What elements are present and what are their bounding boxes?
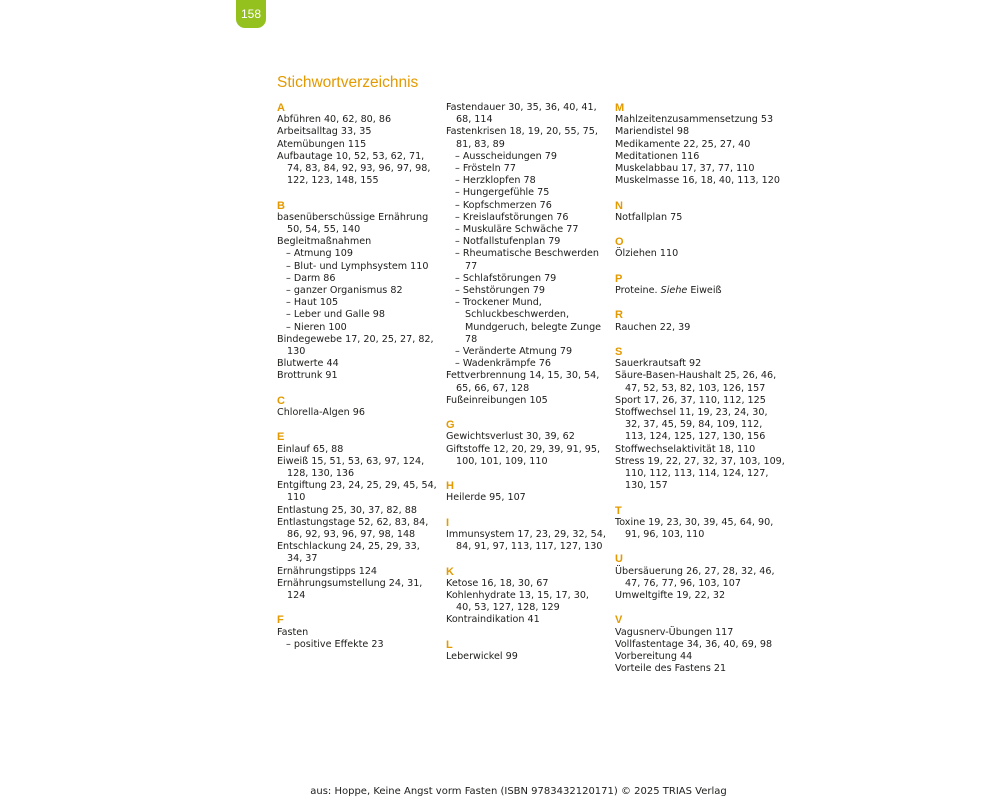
index-section-v bbox=[615, 614, 785, 675]
index-entry: Meditationen 116 bbox=[615, 150, 700, 162]
section-letter: L bbox=[446, 638, 453, 651]
index-section-s bbox=[615, 346, 785, 492]
index-entry: Ölziehen 110 bbox=[615, 248, 679, 260]
index-section-i bbox=[446, 517, 606, 554]
index-entry: Immunsystem 17, 23, 29, 32, 54, 84, 91, 97, 113, 117, 127, 130 bbox=[446, 529, 606, 553]
index-entry: Blutwerte 44 bbox=[277, 358, 339, 370]
index-entry: Stoffwechselaktivität 18, 110 bbox=[615, 443, 756, 455]
index-subentry: – Darm 86 bbox=[286, 272, 336, 284]
index-entry: Vagusnerv-Übungen 117 bbox=[615, 626, 734, 638]
index-entry: Vorbereitung 44 bbox=[615, 651, 693, 663]
index-subentry: – Hungergefühle 75 bbox=[455, 187, 550, 199]
index-column-1 bbox=[277, 102, 437, 651]
index-entry: Vorteile des Fastens 21 bbox=[615, 663, 727, 675]
index-entry: Ketose 16, 18, 30, 67 bbox=[446, 577, 549, 589]
index-entry: Fußeinreibungen 105 bbox=[446, 394, 548, 406]
index-section-a bbox=[277, 102, 437, 187]
index-subentry: – Haut 105 bbox=[286, 297, 339, 309]
index-entry: Atemübungen 115 bbox=[277, 138, 367, 150]
index-section-u bbox=[615, 553, 785, 602]
index-entry: Abführen 40, 62, 80, 86 bbox=[277, 114, 392, 126]
page-title: Stichwortverzeichnis bbox=[277, 74, 419, 91]
index-entry: Einlauf 65, 88 bbox=[277, 443, 344, 455]
index-section-n bbox=[615, 200, 785, 224]
index-entry: Entlastungstage 52, 62, 83, 84, 86, 92, 93, 96, 97, 98, 148 bbox=[277, 516, 429, 541]
index-entry: Medikamente 22, 25, 27, 40 bbox=[615, 138, 751, 150]
section-letter: N bbox=[615, 199, 623, 212]
index-subentry: – Herzklopfen 78 bbox=[455, 175, 536, 187]
section-letter: H bbox=[446, 480, 454, 493]
index-section-e bbox=[277, 431, 437, 602]
index-entry: Fettverbrennung 14, 15, 30, 54, 65, 66, 67, 128 bbox=[446, 370, 600, 394]
index-entry: Arbeitsalltag 33, 35 bbox=[277, 126, 372, 138]
index-entry: Fastendauer 30, 35, 36, 40, 41, 68, 114 bbox=[446, 102, 597, 126]
section-letter: G bbox=[446, 419, 455, 432]
section-letter: O bbox=[615, 236, 624, 249]
section-letter: M bbox=[615, 102, 625, 114]
index-subentry: – Veränderte Atmung 79 bbox=[455, 346, 573, 358]
index-section-continued bbox=[446, 102, 606, 407]
index-entry bbox=[615, 285, 785, 297]
entry-text: Proteine. bbox=[615, 285, 658, 296]
index-section-f bbox=[277, 614, 437, 651]
index-subentry: – Wadenkrämpfe 76 bbox=[455, 358, 552, 370]
index-subentry: – Rheumatische Beschwerden 77 bbox=[455, 248, 599, 272]
index-entry: Toxine 19, 23, 30, 39, 45, 64, 90, 91, 96, 103, 110 bbox=[615, 516, 774, 541]
index-entry: Begleitmaßnahmen bbox=[277, 236, 372, 248]
index-entry: Fasten bbox=[277, 626, 309, 638]
index-section-l bbox=[446, 639, 606, 663]
index-entry: Entlastung 25, 30, 37, 82, 88 bbox=[277, 504, 417, 516]
section-letter: I bbox=[446, 516, 450, 529]
index-subentry: – Trockener Mund, Schluckbeschwerden, Mundgeruch, belegte Zunge 78 bbox=[455, 297, 602, 345]
index-entry: Mahlzeitenzusammensetzung 53 bbox=[615, 114, 774, 126]
index-subentry: – Muskuläre Schwäche 77 bbox=[455, 224, 579, 236]
index-entry: Übersäuerung 26, 27, 28, 32, 46, 47, 76, 77, 96, 103, 107 bbox=[615, 565, 775, 589]
section-letter: C bbox=[277, 394, 285, 407]
index-section-k bbox=[446, 566, 606, 627]
index-section-t bbox=[615, 505, 785, 542]
index-subentry: – Atmung 109 bbox=[286, 248, 353, 260]
index-entry: Brottrunk 91 bbox=[277, 370, 338, 382]
index-section-b bbox=[277, 200, 437, 383]
index-section-o bbox=[615, 236, 785, 260]
section-letter: T bbox=[615, 504, 622, 517]
index-column-3 bbox=[615, 102, 785, 675]
index-entry: Leberwickel 99 bbox=[446, 651, 518, 663]
index-entry: Notfallplan 75 bbox=[615, 211, 683, 223]
index-section-r bbox=[615, 309, 785, 333]
index-subentry: – Notfallstufenplan 79 bbox=[455, 236, 561, 248]
index-entry: Sport 17, 26, 37, 110, 112, 125 bbox=[615, 394, 766, 406]
footer-source: aus: Hoppe, Keine Angst vorm Fasten (ISBN 9783432120171) © 2025 TRIAS Verlag bbox=[310, 786, 727, 797]
section-letter: A bbox=[277, 102, 285, 114]
page-number: 158 bbox=[236, 0, 266, 28]
index-entry: Kohlenhydrate 13, 15, 17, 30, 40, 53, 127, 128, 129 bbox=[446, 590, 589, 614]
index-subentry: – Blut- und Lymphsystem 110 bbox=[286, 260, 429, 272]
index-entry: basenüberschüssige Ernährung 50, 54, 55, 140 bbox=[277, 211, 429, 236]
index-subentry: – Frösteln 77 bbox=[455, 163, 516, 175]
index-entry: Rauchen 22, 39 bbox=[615, 321, 691, 333]
section-letter: E bbox=[277, 431, 285, 444]
index-subentry: – positive Effekte 23 bbox=[286, 638, 384, 650]
entry-target: Eiweiß bbox=[690, 285, 722, 296]
index-entry: Umweltgifte 19, 22, 32 bbox=[615, 590, 726, 602]
index-entry: Chlorella-Algen 96 bbox=[277, 407, 365, 419]
section-letter: S bbox=[615, 345, 623, 358]
section-letter: B bbox=[277, 199, 285, 212]
index-section-m bbox=[615, 102, 785, 187]
index-subentry: – Kreislaufstörungen 76 bbox=[455, 211, 569, 223]
index-entry: Bindegewebe 17, 20, 25, 27, 82, 130 bbox=[277, 333, 434, 358]
index-entry: Entgiftung 23, 24, 25, 29, 45, 54, 110 bbox=[277, 480, 437, 504]
index-subentry: – Kopfschmerzen 76 bbox=[455, 199, 552, 211]
section-letter: U bbox=[615, 553, 623, 566]
index-entry: Stress 19, 22, 27, 32, 37, 103, 109, 110, 112, 113, 114, 124, 127, 130, 157 bbox=[615, 455, 785, 492]
index-subentry: – Nieren 100 bbox=[286, 321, 347, 333]
index-column-2 bbox=[446, 102, 606, 663]
index-subentry: – Leber und Galle 98 bbox=[286, 309, 386, 321]
index-subentry: – ganzer Organismus 82 bbox=[286, 285, 403, 297]
section-letter: R bbox=[615, 309, 623, 322]
index-entry: Fastenkrisen 18, 19, 20, 55, 75, 81, 83, 89 bbox=[446, 126, 598, 150]
index-section-g bbox=[446, 419, 606, 468]
index-entry: Eiweiß 15, 51, 53, 63, 97, 124, 128, 130, 136 bbox=[277, 455, 425, 480]
index-entry: Ernährungsumstellung 24, 31, 124 bbox=[277, 577, 423, 602]
index-entry: Säure-Basen-Haushalt 25, 26, 46, 47, 52, 53, 82, 103, 126, 157 bbox=[615, 370, 777, 394]
index-entry: Gewichtsverlust 30, 39, 62 bbox=[446, 431, 575, 443]
index-entry: Stoffwechsel 11, 19, 23, 24, 30, 32, 37, 45, 59, 84, 109, 112, 113, 124, 125, 127, 130, 156 bbox=[615, 407, 768, 443]
index-entry: Ernährungstipps 124 bbox=[277, 565, 378, 577]
index-section-h bbox=[446, 480, 606, 504]
index-subentry: – Sehstörungen 79 bbox=[455, 285, 545, 297]
section-letter: V bbox=[615, 614, 623, 627]
index-entry: Entschlackung 24, 25, 29, 33, 34, 37 bbox=[277, 541, 420, 565]
index-entry: Aufbautage 10, 52, 53, 62, 71, 74, 83, 84, 92, 93, 96, 97, 98, 122, 123, 148, 155 bbox=[277, 150, 431, 187]
entry-see-reference: Siehe bbox=[660, 285, 688, 296]
index-entry: Muskelmasse 16, 18, 40, 113, 120 bbox=[615, 175, 780, 187]
index-section-c bbox=[277, 395, 437, 419]
section-letter: K bbox=[446, 565, 454, 578]
index-entry: Heilerde 95, 107 bbox=[446, 492, 526, 504]
index-entry: Sauerkrautsaft 92 bbox=[615, 358, 702, 370]
index-section-p bbox=[615, 273, 785, 297]
index-subentry: – Ausscheidungen 79 bbox=[455, 150, 557, 162]
index-subentry: – Schlafstörungen 79 bbox=[455, 272, 557, 284]
index-entry: Muskelabbau 17, 37, 77, 110 bbox=[615, 163, 755, 175]
index-entry: Mariendistel 98 bbox=[615, 126, 690, 138]
index-entry: Giftstoffe 12, 20, 29, 39, 91, 95, 100, 101, 109, 110 bbox=[446, 443, 601, 467]
section-letter: F bbox=[277, 614, 284, 627]
index-entry: Kontraindikation 41 bbox=[446, 614, 540, 626]
index-entry: Vollfastentage 34, 36, 40, 69, 98 bbox=[615, 638, 773, 650]
section-letter: P bbox=[615, 272, 623, 285]
